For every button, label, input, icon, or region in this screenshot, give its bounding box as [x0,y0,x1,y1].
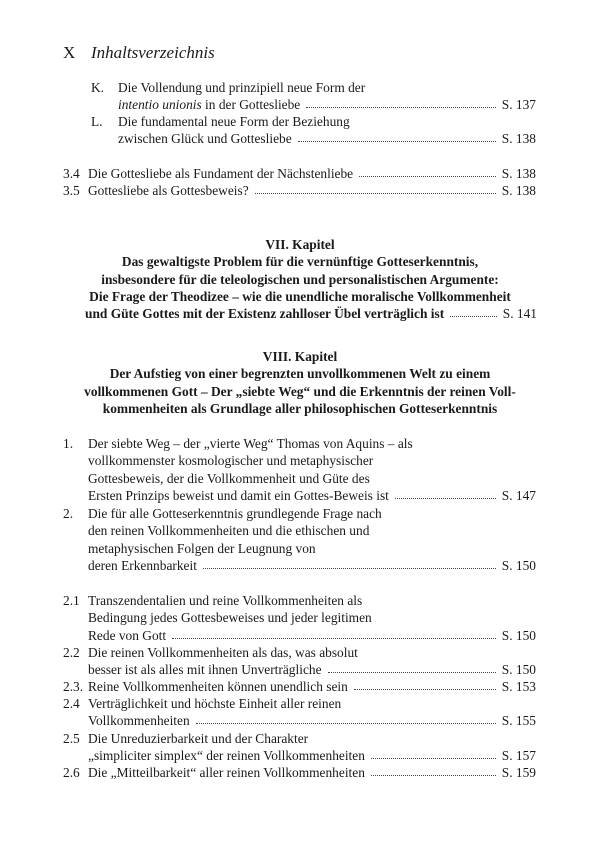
entry-number: 2.6 [63,765,80,780]
entry-text-line: Verträglichkeit und höchste Einheit aller reinen [88,696,342,711]
leader-dots [203,557,496,569]
entry-text-line: in der Gottesliebe [201,97,301,113]
entry-page: S. 137 [501,97,536,113]
chapter-title-line: Die Frage der Theodizee – wie die unendliche moralische Vollkommenheit [89,288,511,304]
leader-dots [371,747,496,759]
leader-dots [359,165,496,177]
leader-dots [395,487,496,499]
chapter-8 [63,348,537,417]
entry-number: L. [91,114,103,129]
entry-page: S. 150 [501,557,536,573]
chapter-heading: VIII. Kapitel [262,349,338,364]
entry-number: 2.5 [63,731,80,746]
entry-text-line: Ersten Prinzips beweist und damit ein Gottes-Beweis ist [88,487,389,503]
chapter-title-line: insbesondere für die teleologischen und personalistischen Argumente: [101,271,499,287]
entry-text-line: Der siebte Weg – der „vierte Weg“ Thomas von Aquins – als [88,436,413,451]
entry-number: 3.4 [63,166,80,181]
page-number: X [63,43,76,62]
leader-dots [328,661,496,673]
chapter-heading: VII. Kapitel [265,237,335,252]
entry-text-line: Vollkommenheiten [88,713,190,729]
chapter-title-line: Der Aufstieg von einer begrenzten unvollkommenen Welt zu einem [109,366,491,382]
entry-number: 3.5 [63,183,80,198]
entry-text-line: Die „Mitteilbarkeit“ aller reinen Vollkommenheiten [88,765,365,780]
entry-page: S. 150 [501,662,536,678]
entry-text-line: Die reinen Vollkommenheiten als das, was absolut [88,645,358,660]
entry-text-line: Gottesliebe als Gottesbeweis? [88,183,249,198]
entry-number: 2.3. [63,679,84,694]
entry-text-line: metaphysischen Folgen der Leugnung von [88,540,316,556]
leader-dots [306,96,496,108]
entry-text-line: Bedingung jedes Gottesbeweises und jeder legitimen [88,610,372,626]
entry-page: S. 157 [501,748,536,764]
chapter-title-line: und Güte Gottes mit der Existenz zahlloser Übel verträglich ist [85,306,445,322]
entry-number: 2.1 [63,593,80,608]
running-head [63,43,215,63]
leader-dots [354,678,496,690]
entry-number: 1. [63,436,74,451]
leader-dots [371,764,496,776]
entry-text-line: Transzendentalien und reine Vollkommenheiten als [88,593,363,608]
chapter-title-line: vollkommenen Gott – Der „siebte Weg“ und die Erkenntnis der reinen Voll- [84,383,516,399]
entry-text-italic: intentio unionis [118,97,202,113]
entry-number: 2.4 [63,696,80,711]
chapter-7 [63,236,537,322]
entry-page: S. 153 [501,679,536,694]
entry-text-line: Die für alle Gotteserkenntnis grundlegende Frage nach [88,506,382,521]
chapter-title-line: kommenheiten als Grundlage aller philosophischen Gotteserkenntnis [102,400,498,416]
entry-page: S. 155 [501,713,536,729]
entry-page: S. 138 [501,183,536,198]
entry-text-line: zwischen Glück und Gottesliebe [118,131,292,147]
entry-text-line: Gottesbeweis, der die Vollkommenheit und Güte des [88,470,370,486]
leader-dots [255,182,496,194]
entry-text-line: besser ist als alles mit ihnen Unverträgliche [88,662,322,678]
leader-dots [196,712,496,724]
entry-text-line: vollkommenster kosmologischer und metaphysischer [88,453,374,469]
entry-text-line: deren Erkennbarkeit [88,557,197,573]
running-title: Inhaltsverzeichnis [91,43,215,62]
entry-number: 2.2 [63,645,80,660]
entry-number: 2. [63,506,74,521]
entry-text-line: Die fundamental neue Form der Beziehung [118,114,350,129]
entry-text-line: Rede von Gott [88,627,167,643]
entry-text-line: „simpliciter simplex“ der reinen Vollkommenheiten [88,748,365,764]
entry-text-line: Die Gottesliebe als Fundament der Nächstenliebe [88,166,354,181]
entry-page: S. 138 [501,166,536,181]
entry-text-line: den reinen Vollkommenheiten und die ethischen und [88,523,370,539]
entry-number: K. [91,80,105,95]
entry-text-line: Die Vollendung und prinzipiell neue Form der [118,80,366,95]
leader-dots [450,305,497,317]
leader-dots [172,627,496,639]
entry-page: S. 159 [501,765,536,780]
entry-text-line: Reine Vollkommenheiten können unendlich sein [88,679,348,694]
entry-page: S. 150 [501,627,536,643]
leader-dots [298,130,496,142]
chapter-page: S. 141 [502,306,537,322]
entry-page: S. 147 [501,487,536,503]
entry-page: S. 138 [501,131,536,147]
chapter-title-line: Das gewaltigste Problem für die vernünftige Gotteserkenntnis, [121,254,479,270]
entry-text-line: Die Unreduzierbarkeit und der Charakter [88,731,309,746]
